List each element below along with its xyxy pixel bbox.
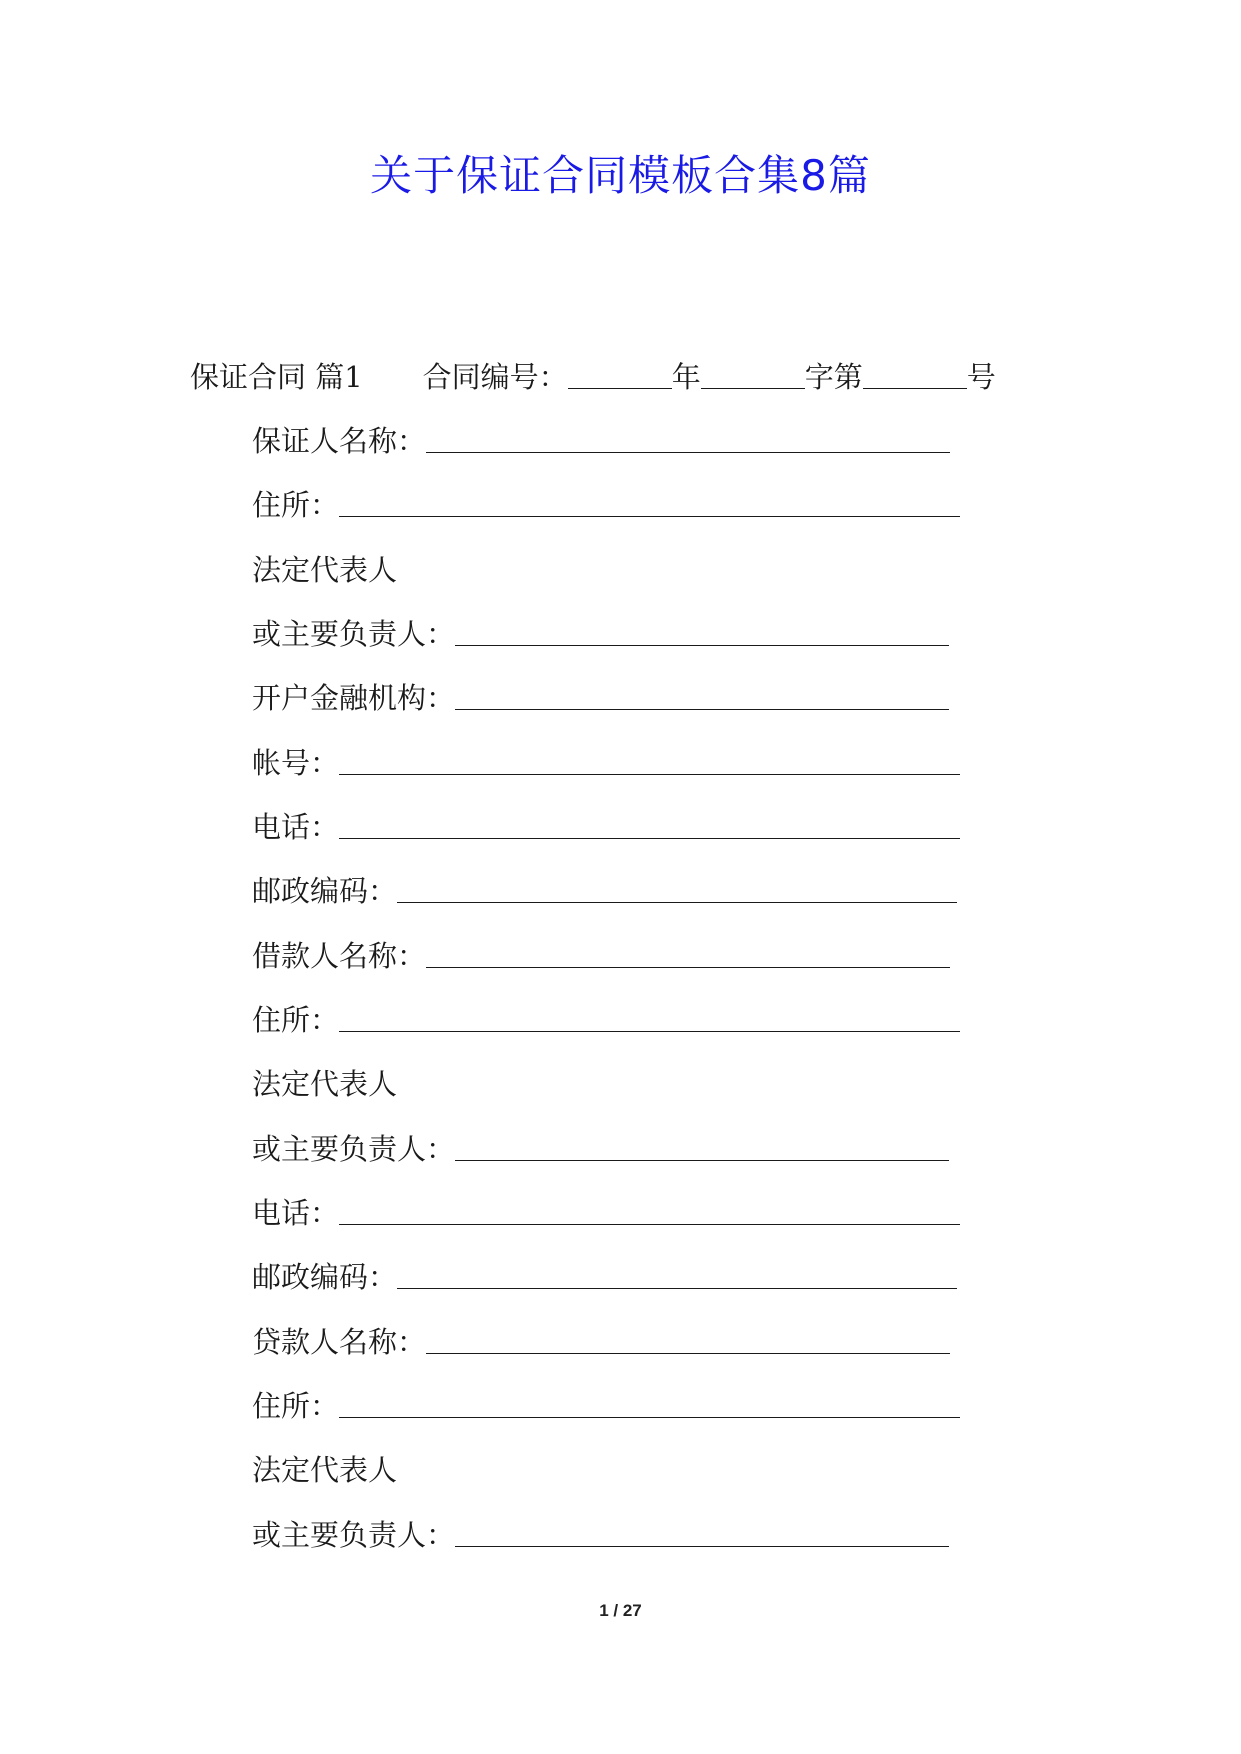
year-char: 年 (671, 360, 701, 394)
field-label: 或主要负责人： (252, 617, 456, 651)
field-blank[interactable] (339, 810, 960, 839)
field-row (252, 871, 957, 911)
field-row (252, 1322, 950, 1362)
field-label: 法定代表人 (252, 1067, 398, 1101)
field-label: 住所： (252, 488, 340, 522)
field-label: 法定代表人 (252, 1453, 398, 1487)
field-label: 开户金融机构： (252, 681, 456, 715)
word-char: 字第 (804, 360, 863, 394)
number-char: 号 (966, 360, 996, 394)
contract-no-label: 合同编号： (422, 360, 568, 394)
field-row (252, 1000, 960, 1040)
field-blank[interactable] (339, 746, 960, 775)
field-blank[interactable] (455, 617, 949, 646)
field-row (252, 550, 397, 590)
field-blank[interactable] (339, 1196, 960, 1225)
field-blank[interactable] (426, 939, 950, 968)
field-label: 住所： (252, 1389, 340, 1423)
section-title: 保证合同 篇1 (190, 360, 363, 394)
field-blank[interactable] (339, 488, 960, 517)
field-label: 贷款人名称： (252, 1325, 427, 1359)
field-blank[interactable] (339, 1003, 960, 1032)
field-blank[interactable] (426, 424, 950, 453)
field-row (252, 807, 960, 847)
field-label: 或主要负责人： (252, 1518, 456, 1552)
field-label: 保证人名称： (252, 424, 427, 458)
field-blank[interactable] (397, 874, 957, 903)
contract-header-line (190, 357, 996, 397)
field-label: 邮政编码： (252, 1260, 398, 1294)
field-row (252, 614, 949, 654)
page-number: 1 / 27 (599, 1601, 642, 1620)
field-row (252, 1064, 397, 1104)
field-blank[interactable] (455, 681, 949, 710)
field-row (252, 485, 960, 525)
field-row (252, 1450, 397, 1490)
word-blank[interactable] (701, 360, 805, 389)
field-row (252, 1129, 949, 1169)
field-label: 电话： (252, 1196, 340, 1230)
field-label: 电话： (252, 810, 340, 844)
field-row (252, 936, 950, 976)
field-blank[interactable] (455, 1518, 949, 1547)
field-label: 邮政编码： (252, 874, 398, 908)
field-label: 帐号： (252, 746, 340, 780)
field-label: 或主要负责人： (252, 1132, 456, 1166)
field-label: 法定代表人 (252, 553, 398, 587)
field-blank[interactable] (339, 1389, 960, 1418)
year-blank[interactable] (568, 360, 672, 389)
field-label: 借款人名称： (252, 939, 427, 973)
field-blank[interactable] (426, 1325, 950, 1354)
field-row (252, 1257, 957, 1297)
field-blank[interactable] (455, 1132, 949, 1161)
field-row (252, 421, 950, 461)
field-row (252, 1193, 960, 1233)
field-row (252, 1515, 949, 1555)
field-row (252, 1386, 960, 1426)
document-title: 关于保证合同模板合集8篇 (370, 151, 871, 200)
field-row (252, 678, 949, 718)
field-blank[interactable] (397, 1260, 957, 1289)
number-blank[interactable] (863, 360, 967, 389)
field-label: 住所： (252, 1003, 340, 1037)
field-row (252, 743, 960, 783)
